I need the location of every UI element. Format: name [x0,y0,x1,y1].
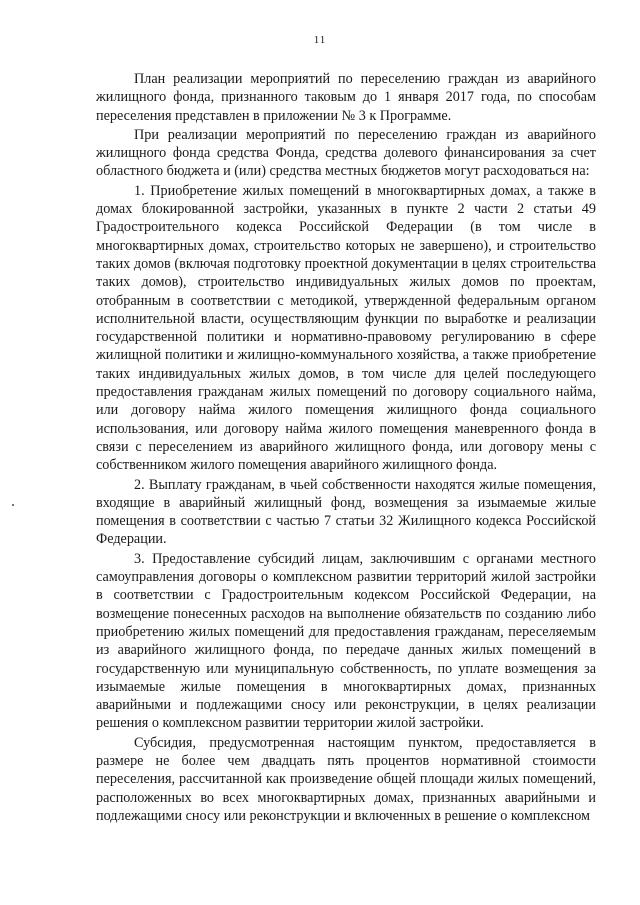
document-body [96,70,596,826]
paragraph-plan: План реализации мероприятий по переселению граждан из аварийного жилищного фонда, признанного таковым до 1 января 2017 года, по способам переселения представлен в приложении № 3 к Программе. [96,71,596,124]
paragraph-item-1: 1. Приобретение жилых помещений в многоквартирных домах, а также в домах блокированной застройки, указанных в пункте 2 части 2 статьи 49 Градостроительного кодекса Российской Федерации (в том числе в многоквартирных домах, строительство которых не завершено), и строительство таких домов (включая подготовку проектной документации в целях строительства таких домов), строительство индивидуальных жилых домов по проектам, отобранным в соответствии с методикой, утвержденной федеральным органом исполнительной власти, осуществляющим функции по выработке и реализации государственной политики и нормативно-правовому регулированию в сфере жилищной политики и жилищно-коммунального хозяйства, а также приобретение таких индивидуальных жилых домов, в том числе для целей последующего предоставления гражданам жилых помещений по договору социального найма, или договору найма жилого помещения жилищного фонда социального использования, или договору найма жилого помещения маневренного фонда в связи с переселением из аварийного жилищного фонда, или договору мены с собственником жилого помещения аварийного жилищного фонда. [96,182,596,474]
paragraph-item-3: 3. Предоставление субсидий лицам, заключившим с органами местного самоуправления договоры о комплексном развитии территорий жилой застройки в соответствии с Градостроительным кодексом Российской Федерации, на возмещение понесенных расходов на выполнение обязательств по созданию либо приобретению жилых помещений для предоставления гражданам, переселяемым из аварийного жилищного фонда, по передаче данных жилых помещений в государственную или муниципальную собственность, по уплате возмещения за изымаемые жилые помещения в многоквартирных домах, признанных аварийными и подлежащими сносу или реконструкции, в целях реализации решения о комплексном развитии территории жилой застройки. [96,550,596,732]
paragraph-funding: При реализации мероприятий по переселению граждан из аварийного жилищного фонда средства Фонда, средства долевого финансирования за счет областного бюджета и (или) средства местных бюджетов могут расходоваться на: [96,126,596,180]
page-number: 11 [313,34,327,46]
scan-speck [12,504,14,506]
paragraph-subsidy: Субсидия, предусмотренная настоящим пунктом, предоставляется в размере не более чем двадцать пять процентов нормативной стоимости переселения, рассчитанной как произведение общей площади жилых помещений, расположенных во всех многоквартирных домах, признанных аварийными и подлежащими сносу или реконструкции и включенных в решение о комплексном [96,734,596,824]
paragraph-item-2: 2. Выплату гражданам, в чьей собственности находятся жилые помещения, входящие в аварийный жилищный фонд, возмещения за изымаемые жилые помещения в соответствии с частью 7 статьи 32 Жилищного кодекса Российской Федерации. [96,476,596,548]
